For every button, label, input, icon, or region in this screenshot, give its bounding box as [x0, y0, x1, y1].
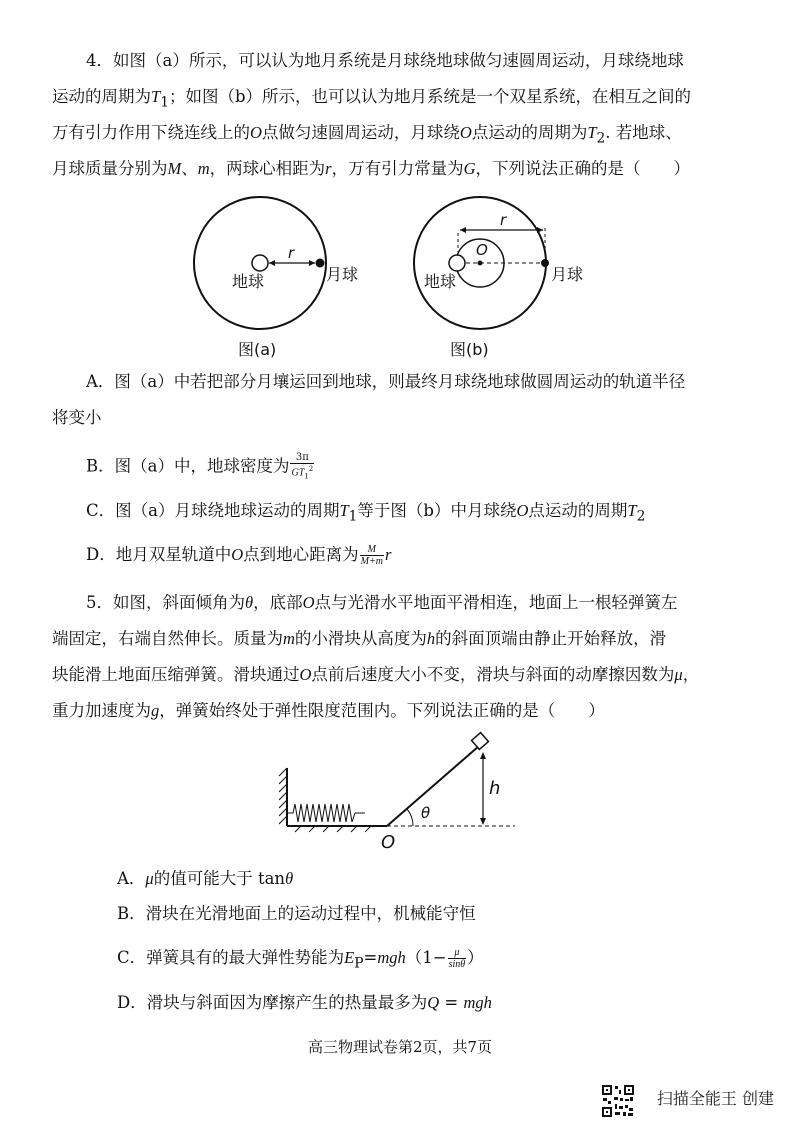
- svg-text:r: r: [500, 211, 507, 229]
- spring: [287, 804, 365, 822]
- slider-block: [472, 733, 489, 750]
- earth-b: [449, 255, 465, 271]
- o-label: O: [381, 832, 396, 853]
- q5-option-d: D．滑块与斜面因为摩擦产生的热量最多为Q = mgh: [117, 993, 492, 1012]
- moon-label-a: 月球: [326, 265, 359, 284]
- earth-a: [252, 255, 268, 271]
- moon-b: [541, 259, 549, 267]
- q4-option-b: B．图（a）中，地球密度为 $\frac{3\pi}{GT_1^2}$: [86, 452, 314, 481]
- q5-stem-line3: 块能滑上地面压缩弹簧。滑块通过O点前后速度大小不变，滑块与斜面的动摩擦因数为μ，: [52, 665, 700, 684]
- q4-option-c: C．图（a）月球绕地球运动的周期$T_1$等于图（b）中月球绕O点运动的周期$T_2$: [86, 501, 646, 525]
- q4-stem-line3: 万有引力作用下绕连线上的O点做匀速圆周运动，月球绕O点运动的周期为$T_2$. 若地球、: [52, 123, 682, 147]
- caption-a: 图(a): [238, 340, 277, 359]
- qr-code-icon: [601, 1084, 635, 1118]
- q4-stem-line1: 4．如图（a）所示，可以认为地月系统是月球绕地球做匀速圆周运动，月球绕地球: [86, 51, 684, 70]
- q5-option-b: B．滑块在光滑地面上的运动过程中，机械能守恒: [117, 904, 476, 923]
- earth-label-b: 地球: [424, 272, 457, 291]
- q5-stem-line1: 5．如图，斜面倾角为θ，底部O点与光滑水平地面平滑相连，地面上一根轻弹簧左: [86, 593, 678, 612]
- o-label-b: O: [476, 241, 488, 259]
- figure-q5: [275, 728, 525, 853]
- q5-option-c: C．弹簧具有的最大弹性势能为$E_P=mgh(1-$ $\frac{\mu}{\sin\theta}$ ）: [117, 947, 484, 972]
- q4-stem-line4: 月球质量分别为M、m，两球心相距为r，万有引力常量为G，下列说法正确的是（ ）: [52, 159, 691, 178]
- q4-option-d: D．地月双星轨道中O点到地心距离为 $\frac{M}{M+m}$ r: [86, 544, 392, 567]
- q4-option-a-line1: A．图（a）中若把部分月壤运回到地球，则最终月球绕地球做圆周运动的轨道半径: [86, 372, 686, 391]
- q4-stem-line2: 运动的周期为$T_1$；如图（b）所示，也可以认为地月系统是一个双星系统，在相互之间的: [52, 87, 691, 111]
- page-footer: 高三物理试卷第2页，共7页: [307, 1038, 493, 1056]
- figure-a: [180, 188, 380, 368]
- scanner-watermark: 扫描全能王 创建: [656, 1089, 774, 1108]
- incline: [387, 746, 479, 826]
- q5-stem-line4: 重力加速度为g，弹簧始终处于弹性限度范围内。下列说法正确的是（ ）: [52, 701, 605, 720]
- figure-b: [400, 188, 600, 368]
- h-label: h: [489, 778, 501, 799]
- earth-label-a: 地球: [232, 272, 265, 291]
- q5-option-a: A．μ的值可能大于 tanθ: [117, 869, 294, 888]
- angle-arc: [407, 809, 413, 826]
- theta-label: θ: [421, 804, 431, 822]
- q5-stem-line2: 端固定，右端自然伸长。质量为m的小滑块从高度为h的斜面顶端由静止开始释放，滑: [52, 629, 667, 648]
- r-label-a: r: [288, 244, 295, 262]
- caption-b: 图(b): [450, 340, 489, 359]
- o-point-b: [478, 261, 483, 266]
- moon-label-b: 月球: [551, 265, 584, 284]
- q4-option-a-line2: 将变小: [52, 408, 102, 427]
- moon-a: [316, 259, 324, 267]
